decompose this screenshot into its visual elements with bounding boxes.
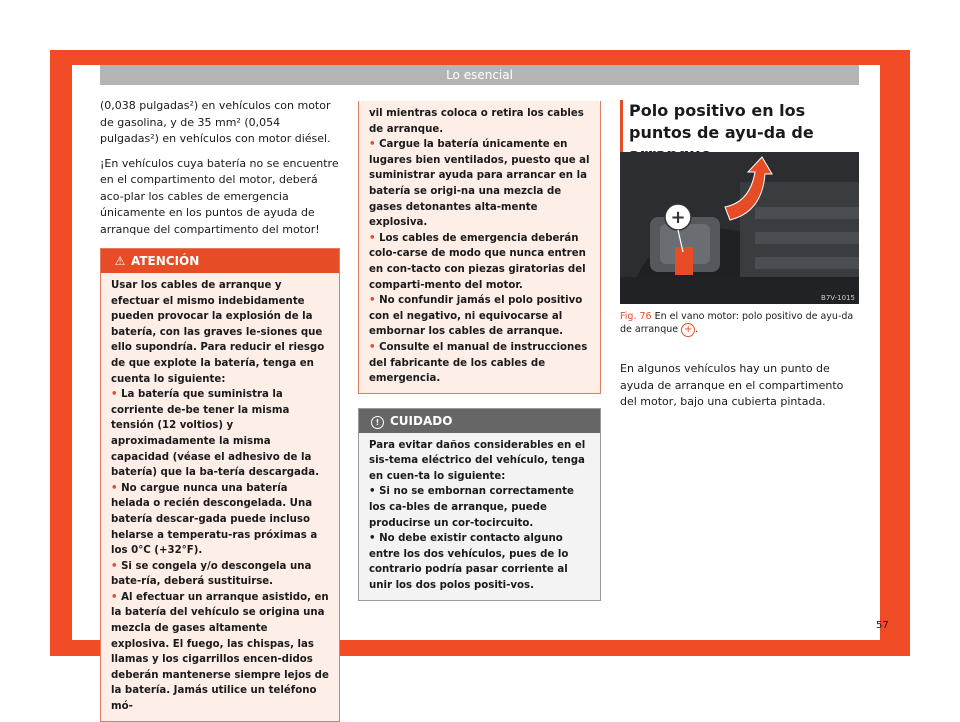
caution-box	[358, 408, 601, 601]
column-2	[358, 101, 601, 601]
caution-title: CUIDADO	[390, 413, 453, 428]
column-3-lower	[620, 310, 860, 419]
column-1	[100, 98, 340, 722]
bullet-icon: •	[369, 533, 380, 545]
figure-number: Fig. 76	[620, 311, 652, 322]
paragraph: En algunos vehículos hay un punto de ayuda de arranque en el compartimento del motor, bajo una cubierta pintada.	[620, 362, 844, 408]
caution-header	[359, 409, 600, 433]
bullet-icon: •	[369, 139, 380, 151]
engine-bay-figure	[620, 152, 859, 304]
caution-intro: Para evitar daños considerables en el sis-tema eléctrico del vehículo, tenga en cuen-ta lo siguiente:	[369, 439, 586, 482]
bullet-icon: •	[111, 482, 122, 494]
warning-body-continued	[359, 101, 600, 393]
warning-intro: Usar los cables de arranque y efectuar el mismo indebidamente pueden provocar la explosión de la batería, con las graves le-siones que ello supondría. Para reducir el riesgo de que explote la batería, tenga en cuenta lo siguiente:	[111, 280, 325, 385]
running-header: Lo esencial	[100, 65, 859, 85]
list-item: • Si no se embornan correctamente los ca-bles de arranque, puede producirse un cor-tocircuito.	[369, 486, 574, 529]
warning-continued-text: vil mientras coloca o retira los cables de arranque.	[369, 108, 584, 135]
warning-body	[101, 273, 339, 721]
svg-text:+: +	[670, 207, 686, 228]
warning-title: ATENCIÓN	[131, 254, 200, 268]
warning-box	[100, 248, 340, 722]
bullet-icon: •	[369, 341, 380, 353]
list-item: • Si se congela y/o descongela una bate-ría, deberá sustituirse.	[111, 560, 312, 588]
list-item: • Los cables de emergencia deberán colo-carse de modo que nunca entren en con-tacto con piezas giratorias del comparti-mento del motor.	[369, 232, 586, 291]
bullet-icon: •	[111, 560, 122, 572]
bullet-icon: •	[369, 232, 380, 244]
engine-bay-illustration	[620, 152, 859, 304]
warning-triangle-icon: ⚠	[114, 254, 126, 268]
warning-box-continued	[358, 101, 601, 394]
list-item: • Al efectuar un arranque asistido, en la batería del vehículo se origina una mezcla de gases altamente explosiva. El fuego, las chispas, las llamas y los cigarrillos encen-didos deberán mantenerse siempre lejos de la batería. Jamás utilice un teléfono mó-	[111, 591, 329, 713]
info-circle-icon: !	[371, 416, 384, 429]
page-number: 57	[876, 620, 889, 631]
paragraph: ¡En vehículos cuya batería no se encuentre en el compartimento del motor, deberá aco-plar los cables de emergencia únicamente en los puntos de ayuda de arranque del compartimento del motor!	[100, 156, 339, 236]
list-item: • No confundir jamás el polo positivo con el negativo, ni equivocarse al embornar los cables de arranque.	[369, 295, 583, 338]
list-item: • Cargue la batería únicamente en lugares bien ventilados, puesto que al suministrar ayuda para arrancar en la batería se origi-na una mezcla de gases detonantes alta-mente explosiva.	[369, 139, 590, 229]
list-item: • Consulte el manual de instrucciones del fabricante de los cables de emergencia.	[369, 341, 588, 385]
caution-body	[359, 433, 600, 600]
list-item: • No cargue nunca una batería helada o recién descongelada. Una batería descar-gada puede incluso helarse a temperatu-ras próximas a los 0°C (+32°F).	[111, 482, 318, 557]
paragraph: (0,038 pulgadas²) en vehículos con motor de gasolina, y de 35 mm² (0,054 pulgadas²) en vehículos con motor diésel.	[100, 99, 331, 145]
warning-header	[101, 249, 339, 273]
list-item: • La batería que suministra la corriente de-be tener la misma tensión (12 voltios) y aproximadamente la misma capacidad (véase el adhesivo de la batería) que la ba-tería descargada.	[111, 389, 319, 479]
caption-text: En el vano motor: polo positivo de ayu-da de arranque	[620, 311, 854, 335]
bullet-icon: •	[369, 486, 380, 498]
plus-icon: +	[681, 323, 695, 337]
bullet-icon: •	[369, 295, 380, 307]
list-item: • No debe existir contacto alguno entre los dos vehículos, pues de lo contrario podría pasar corriente al unir los dos polos positi-vos.	[369, 533, 569, 592]
bullet-icon: •	[111, 389, 122, 401]
figure-caption: Fig. 76 En el vano motor: polo positivo de ayu-da de arranque + .	[620, 311, 854, 335]
section-title: Polo positivo en los puntos de ayu-da de	[629, 101, 814, 142]
bullet-icon: •	[111, 591, 122, 603]
figure-code: B7V-1015	[821, 294, 855, 302]
